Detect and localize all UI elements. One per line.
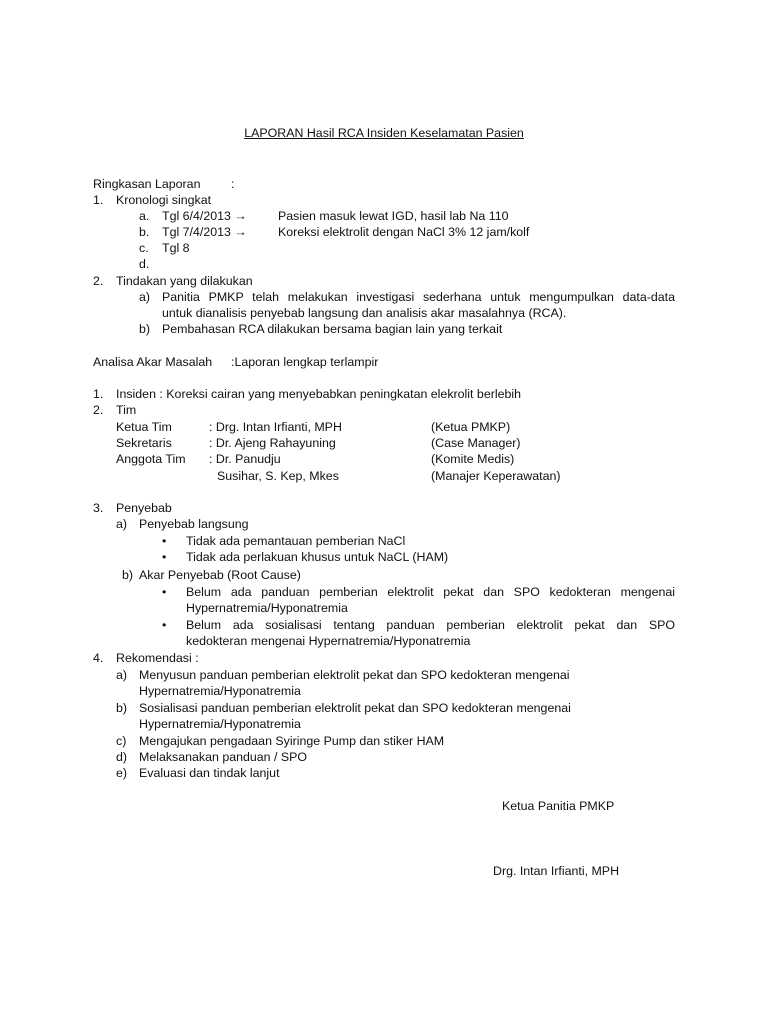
- penyebab-akar-bullet-cont: Hypernatremia/Hyponatremia: [186, 601, 348, 615]
- penyebab-langsung-letter: a): [116, 517, 128, 531]
- tindakan-heading: Tindakan yang dilakukan: [116, 274, 253, 288]
- analisa-value: :Laporan lengkap terlampir: [231, 355, 379, 369]
- tim-member-position: (Manajer Keperawatan): [431, 469, 561, 483]
- tim-member-name: Susihar, S. Kep, Mkes: [217, 469, 339, 483]
- rekomendasi-item-letter: b): [116, 701, 128, 715]
- kronologi-item-date: Tgl 6/4/2013 →: [162, 209, 247, 223]
- tim-member-position: (Case Manager): [431, 436, 521, 450]
- bullet-icon: •: [162, 550, 167, 564]
- tindakan-number: 2.: [93, 274, 104, 288]
- penyebab-akar-letter: b): [122, 568, 134, 582]
- rekomendasi-item-text: Mengajukan pengadaan Syiringe Pump dan stiker HAM: [139, 734, 445, 748]
- kronologi-number: 1.: [93, 193, 104, 207]
- tindakan-item-letter: a): [139, 290, 151, 304]
- penyebab-langsung-bullet: Tidak ada pemantauan pemberian NaCl: [186, 534, 406, 548]
- tim-member-role: Sekretaris: [116, 436, 172, 450]
- tim-member-position: (Komite Medis): [431, 452, 515, 466]
- tindakan-item-text-cont: untuk dianalisis penyebab langsung dan analisis akar masalahnya (RCA).: [162, 306, 567, 320]
- tim-number: 2.: [93, 403, 104, 417]
- kronologi-item-desc: Koreksi elektrolit dengan NaCl 3% 12 jam/kolf: [278, 225, 530, 239]
- penyebab-akar-bullet: Belum ada panduan pemberian elektrolit pekat dan SPO kedokteran mengenai: [186, 585, 675, 599]
- tim-member-role: Ketua Tim: [116, 420, 172, 434]
- rekomendasi-item-letter: d): [116, 750, 128, 764]
- penyebab-langsung-heading: Penyebab langsung: [139, 517, 249, 531]
- kronologi-item-date: Tgl 7/4/2013 →: [162, 225, 247, 239]
- penyebab-akar-heading: Akar Penyebab (Root Cause): [139, 568, 301, 582]
- penyebab-langsung-bullet: Tidak ada perlakuan khusus untuk NaCL (HAM): [186, 550, 449, 564]
- analisa-label: Analisa Akar Masalah: [93, 355, 213, 369]
- rekomendasi-item-text: Melaksanakan panduan / SPO: [139, 750, 308, 764]
- rekomendasi-heading: Rekomendasi :: [116, 651, 199, 665]
- bullet-icon: •: [162, 534, 167, 548]
- tindakan-item-letter: b): [139, 322, 151, 336]
- tim-member-role: Anggota Tim: [116, 452, 186, 466]
- kronologi-item-letter: d.: [139, 257, 150, 271]
- ringkasan-label: Ringkasan Laporan: [93, 177, 201, 191]
- kronologi-item-letter: b.: [139, 225, 150, 239]
- tim-member-position: (Ketua PMKP): [431, 420, 511, 434]
- rekomendasi-item-letter: e): [116, 766, 128, 780]
- signature-position: Ketua Panitia PMKP: [502, 799, 615, 813]
- tim-member-name: : Drg. Intan Irfianti, MPH: [209, 420, 342, 434]
- kronologi-item-letter: a.: [139, 209, 150, 223]
- rekomendasi-item-text: Sosialisasi panduan pemberian elektrolit pekat dan SPO kedokteran mengenai: [139, 701, 571, 715]
- tim-heading: Tim: [116, 403, 137, 417]
- document-title: LAPORAN Hasil RCA Insiden Keselamatan Pasien: [244, 126, 524, 140]
- rekomendasi-item-letter: a): [116, 668, 128, 682]
- bullet-icon: •: [162, 618, 167, 632]
- bullet-icon: •: [162, 585, 167, 599]
- tim-member-name: : Dr. Panudju: [209, 452, 281, 466]
- penyebab-akar-bullet-cont: kedokteran mengenai Hypernatremia/Hyponatremia: [186, 634, 471, 648]
- kronologi-item-date: Tgl 8: [162, 241, 190, 255]
- penyebab-number: 3.: [93, 501, 104, 515]
- penyebab-akar-bullet: Belum ada sosialisasi tentang panduan pemberian elektrolit pekat dan SPO: [186, 618, 675, 632]
- rekomendasi-item-letter: c): [116, 734, 127, 748]
- tindakan-item-text: Pembahasan RCA dilakukan bersama bagian lain yang terkait: [162, 322, 503, 336]
- ringkasan-colon: :: [231, 177, 235, 191]
- rekomendasi-number: 4.: [93, 651, 104, 665]
- kronologi-item-desc: Pasien masuk lewat IGD, hasil lab Na 110: [278, 209, 509, 223]
- signature-name: Drg. Intan Irfianti, MPH: [493, 864, 620, 878]
- tim-member-name: : Dr. Ajeng Rahayuning: [209, 436, 336, 450]
- kronologi-item-letter: c.: [139, 241, 149, 255]
- rekomendasi-item-text-cont: Hypernatremia/Hyponatremia: [139, 717, 301, 731]
- penyebab-heading: Penyebab: [116, 501, 172, 515]
- insiden-text: Insiden : Koreksi cairan yang menyebabkan peningkatan elekrolit berlebih: [116, 387, 522, 401]
- kronologi-heading: Kronologi singkat: [116, 193, 212, 207]
- rekomendasi-item-text-cont: Hypernatremia/Hyponatremia: [139, 684, 301, 698]
- insiden-number: 1.: [93, 387, 104, 401]
- tindakan-item-text: Panitia PMKP telah melakukan investigasi sederhana untuk mengumpulkan data-data: [162, 290, 675, 304]
- rekomendasi-item-text: Evaluasi dan tindak lanjut: [139, 766, 280, 780]
- rekomendasi-item-text: Menyusun panduan pemberian elektrolit pekat dan SPO kedokteran mengenai: [139, 668, 570, 682]
